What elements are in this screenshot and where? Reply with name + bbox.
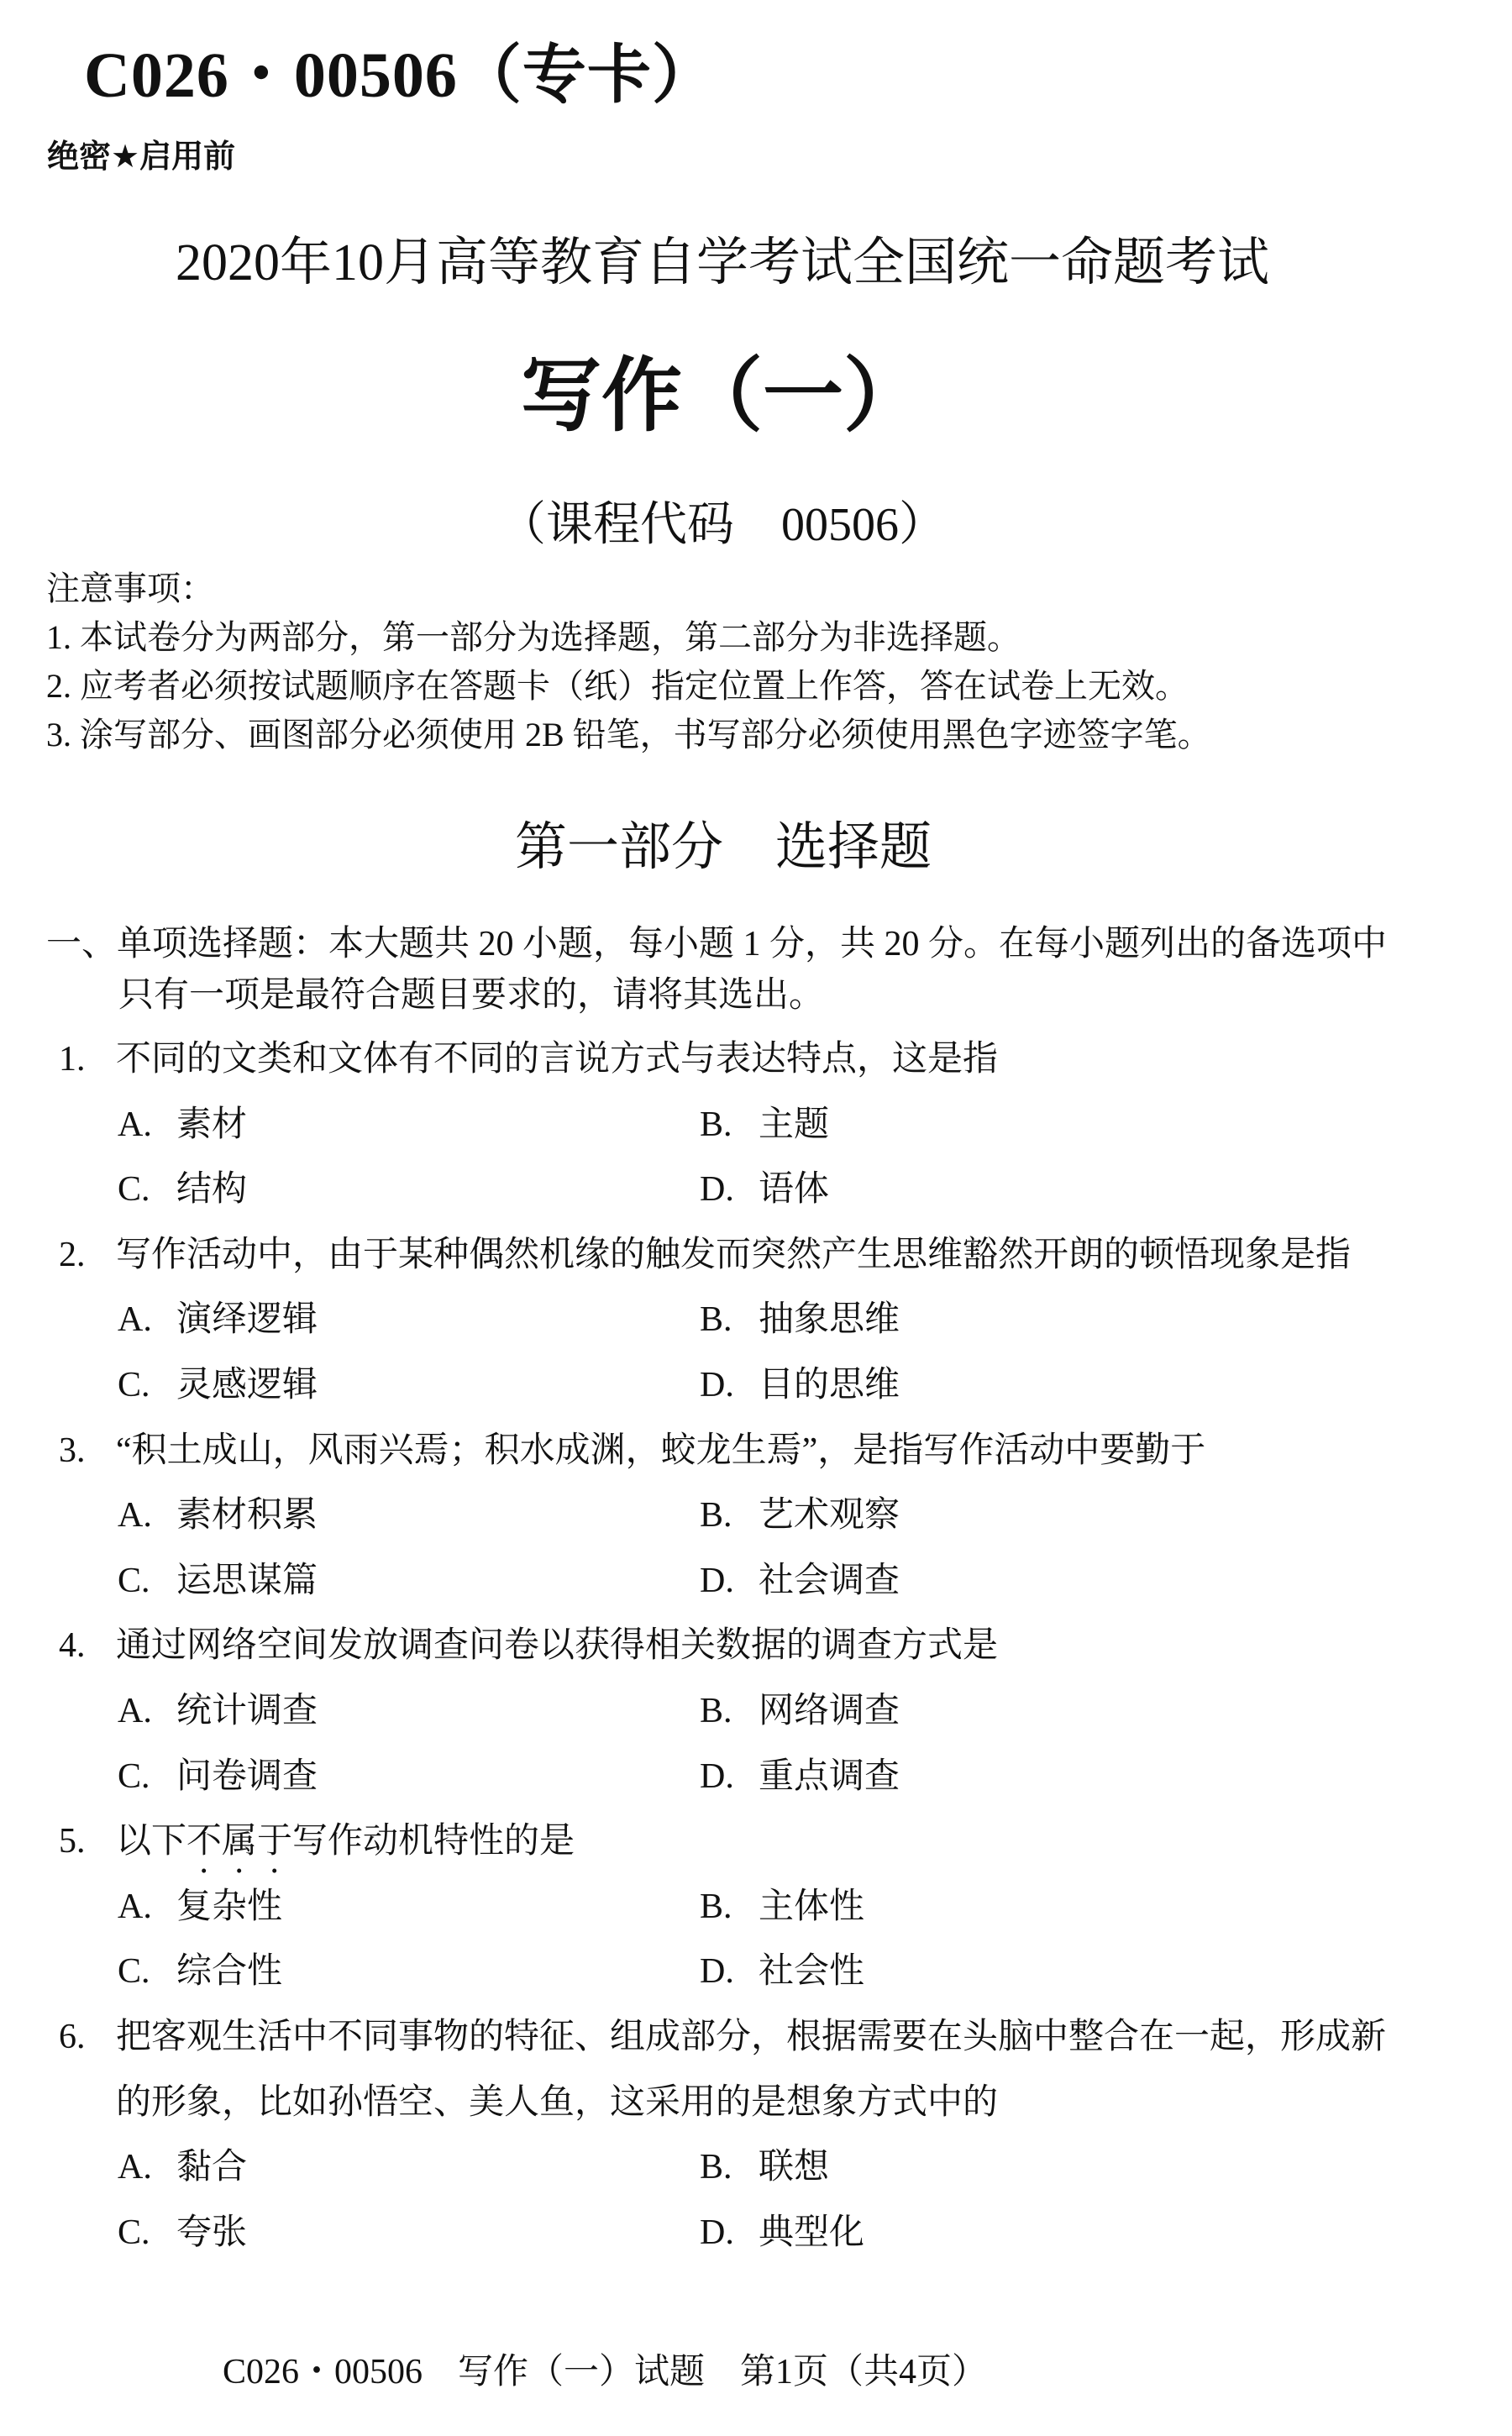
option-a: A. 复杂性	[118, 1887, 283, 1926]
option-c: C. 问卷调查	[118, 1756, 318, 1796]
paper-code: C026・00506（专卡）	[84, 40, 717, 111]
emphasized-text: 不属于	[186, 1822, 293, 1861]
option-c: C. 综合性	[118, 1952, 283, 1992]
question-number: 4.	[59, 1626, 86, 1666]
option-b: B. 联想	[700, 2148, 830, 2187]
option-d: D. 语体	[700, 1170, 830, 1210]
section-instructions	[46, 919, 1387, 1021]
question-list	[59, 1027, 1386, 2265]
option-b: B. 艺术观察	[700, 1496, 900, 1536]
question-1	[59, 1027, 1386, 1223]
note-item: 1. 本试卷分为两部分，第一部分为选择题，第二部分为非选择题。	[46, 618, 1021, 656]
question-number: 3.	[59, 1431, 86, 1470]
question-4	[59, 1614, 1386, 1809]
option-c: C. 结构	[118, 1170, 248, 1210]
instructions-line: 一、单项选择题：本大题共 20 小题，每小题 1 分，共 20 分。在每小题列出的备选项中	[46, 925, 1388, 963]
option-c: C. 运思谋篇	[118, 1561, 318, 1600]
course-code: （课程代码 00506）	[499, 499, 946, 551]
confidential-label: 绝密★启用前	[47, 138, 236, 175]
option-a: A. 素材积累	[118, 1496, 318, 1536]
option-d: D. 社会性	[700, 1952, 865, 1992]
option-b: B. 主题	[700, 1105, 830, 1144]
note-item: 3. 涂写部分、画图部分必须使用 2B 铅笔，书写部分必须使用黑色字迹签字笔。	[46, 716, 1211, 753]
question-text: “积土成山，风雨兴焉；积水成渊，蛟龙生焉”，是指写作活动中要勤于	[116, 1431, 1206, 1470]
question-text: 通过网络空间发放调查问卷以获得相关数据的调查方式是	[116, 1626, 999, 1666]
question-number: 1.	[59, 1040, 86, 1079]
question-number: 2.	[59, 1235, 86, 1274]
option-d: D. 典型化	[700, 2213, 865, 2252]
option-d: D. 社会调查	[700, 1561, 900, 1600]
question-number: 6.	[59, 2017, 86, 2056]
question-text: 把客观生活中不同事物的特征、组成部分，根据需要在头脑中整合在一起，形成新	[116, 2017, 1387, 2056]
question-text-continued: 的形象，比如孙悟空、美人鱼，这采用的是想象方式中的	[116, 2082, 999, 2122]
subject-title: 写作（一）	[521, 351, 924, 441]
option-d: D. 目的思维	[700, 1365, 900, 1404]
question-number: 5.	[59, 1822, 86, 1861]
page-footer: C026・00506 写作（一）试题 第1页（共4页）	[223, 2353, 988, 2391]
option-b: B. 网络调查	[700, 1691, 900, 1730]
question-text: 不同的文类和文体有不同的言说方式与表达特点，这是指	[116, 1040, 999, 1079]
option-c: C. 灵感逻辑	[118, 1365, 318, 1404]
question-3	[59, 1419, 1386, 1614]
question-2	[59, 1223, 1386, 1419]
instructions-line: 只有一项是最符合题目要求的，请将其选出。	[118, 976, 825, 1015]
option-c: C. 夸张	[118, 2213, 248, 2252]
option-b: B. 主体性	[700, 1887, 865, 1926]
option-d: D. 重点调查	[700, 1756, 900, 1796]
question-text: 写作活动中，由于某种偶然机缘的触发而突然产生思维豁然开朗的顿悟现象是指	[116, 1235, 1352, 1274]
notes-heading: 注意事项：	[46, 570, 214, 607]
option-a: A. 统计调查	[118, 1691, 318, 1730]
option-a: A. 演绎逻辑	[118, 1300, 318, 1340]
question-text: 以下不属于写作动机特性的是	[116, 1822, 575, 1861]
part-title: 第一部分 选择题	[514, 819, 932, 876]
option-a: A. 素材	[118, 1105, 248, 1144]
note-item: 2. 应考者必须按试题顺序在答题卡（纸）指定位置上作答，答在试卷上无效。	[46, 667, 1189, 705]
option-b: B. 抽象思维	[700, 1300, 900, 1340]
question-5	[59, 1809, 1386, 2005]
option-a: A. 黏合	[118, 2148, 248, 2187]
question-6	[59, 2005, 1386, 2265]
exam-title: 2020年10月高等教育自学考试全国统一命题考试	[175, 234, 1269, 291]
notes	[46, 564, 1211, 759]
